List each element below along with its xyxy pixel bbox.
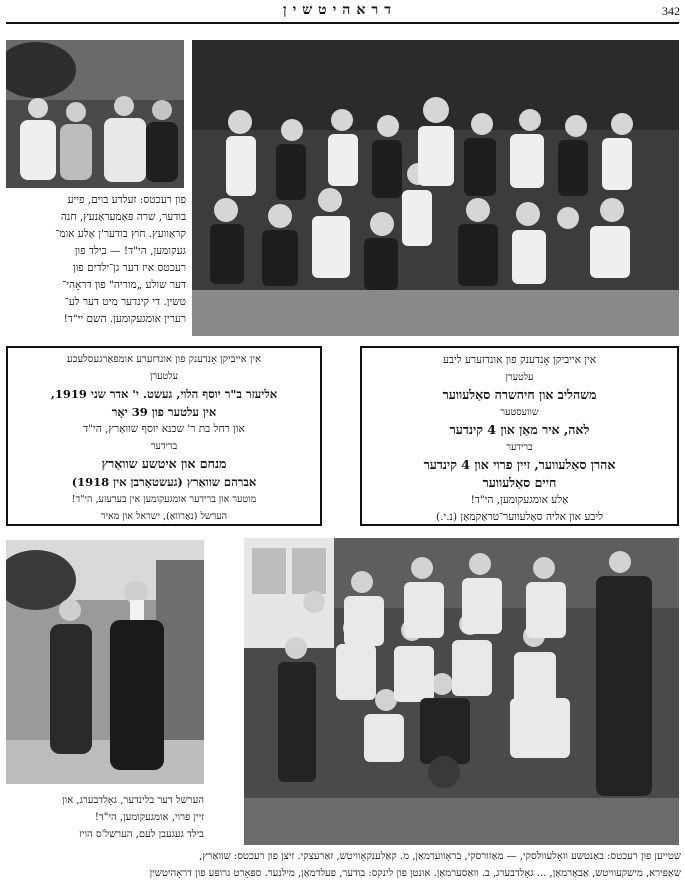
memorial-line: ברידער [150, 441, 178, 452]
memorial-line: און רחל בת ר' שכנא יוסף שוואַרץ, הי"ד [83, 423, 245, 435]
caption-line: פון רעכטס: זעלדע בוים, פייע [67, 194, 186, 206]
memorial-line: חיים סאַלעווער [482, 475, 557, 490]
photo-old-couple [6, 540, 204, 784]
memorial-line: אין אייביקן אָנדענק פון אונדזערע אומפאַרגעסלעכע [66, 354, 262, 365]
memorial-line: ליבע און אליה סאַלעווער־טראַקמאַן (נ.י.) [436, 511, 603, 523]
memorial-line: אברהם שוואַרץ (געשטאָרבן אין 1918) [71, 475, 257, 489]
photo-kindergarten-class [192, 40, 679, 336]
memorial-line: שוועסטער [500, 407, 539, 418]
caption-line: בילד געגעבן לעם, הערשל'ס הויז [79, 829, 204, 840]
memorial-line: לאה, איר מאַן און 4 קינדער [449, 422, 590, 437]
caption-line: רעכטס איז דער גן־ילדים פון [72, 262, 186, 274]
photo-four-women [6, 40, 184, 188]
memorial-line: אין אייביקן אָנדענק פון אונדזערע ליבע [442, 354, 597, 366]
page-number: 342 [662, 4, 680, 18]
caption-bottom [4, 848, 681, 882]
running-title: דראהיטשין [283, 2, 397, 18]
memorial-line: עלטערן [149, 371, 179, 382]
caption-line: טשין. די קינדער מיט דער לע־ [64, 296, 186, 308]
memorial-line: הערשל (נאַרוואַ), ישראל און מאיר [100, 511, 228, 522]
photo-sport-group [244, 538, 679, 845]
caption-line: בודער, שרה פּאַמעראַנעץ, חנה [60, 211, 186, 223]
caption-line: דער שולע „מוריה" פון דראָהי־ [62, 279, 186, 291]
caption-line: שאַפּירא, מישקעוויטש, אַבאַרמאַן, ... גאָלדבערג, ב. וואַסערמאַן. אונטן פון לינקס: בודער, פעלדמאַן, מילנער. ספּאָרט גרופּע פון דראָהיטשין [149, 868, 681, 879]
caption-top-left [6, 192, 186, 328]
caption-line: הערשל דער בלינדער, גאָלדבערג, און [62, 795, 204, 806]
memorial-box-salever [360, 346, 679, 526]
caption-line: שטייען פון רעכטס: באַנטשע וואָלעוולסקי, — מאַזורסקי, בראָווערמאַן, מ. קאַלענקאָוויטש, זאַרעצקי. זיצן פון רעכטס: שוואַרץ, [199, 851, 681, 862]
caption-line: קראַוועץ. חוץ בודער'ן אַלע אומ־ [55, 228, 186, 240]
memorial-line: אַלע אומגעקומען, הי"ד! [470, 494, 569, 506]
memorial-line: ברידער [506, 442, 533, 453]
caption-line: געקומען, הי"ד! — בילד פון [74, 245, 186, 257]
memorial-box-schwartz [6, 346, 322, 526]
header-rule [6, 22, 679, 24]
memorial-line: משהליב און חיהשרה סאַלעווער [442, 387, 597, 402]
memorial-line: אין עלטער פון 39 יאָר [111, 405, 217, 419]
memorial-line: מנחם און איטשע שוואַרץ [101, 456, 227, 471]
memorial-line: מוטער און ברידער אומגעקומען אין בערעזע, הי"ד! [71, 494, 257, 505]
caption-line: רערין אומגעקומען. השם יי"ד! [63, 313, 186, 325]
caption-line: זיין פרוי, אומגעקומען, הי"ד! [94, 812, 204, 823]
memorial-line: עלטערן [505, 372, 534, 383]
caption-bottom-left [6, 792, 204, 843]
memorial-line: אליעזר ב"ר יוסף הלוי, געשט. י' אדר שני 1919, [50, 387, 278, 401]
memorial-line: אהרן סאַלעווער, זיין פרוי און 4 קינדער [423, 457, 616, 472]
